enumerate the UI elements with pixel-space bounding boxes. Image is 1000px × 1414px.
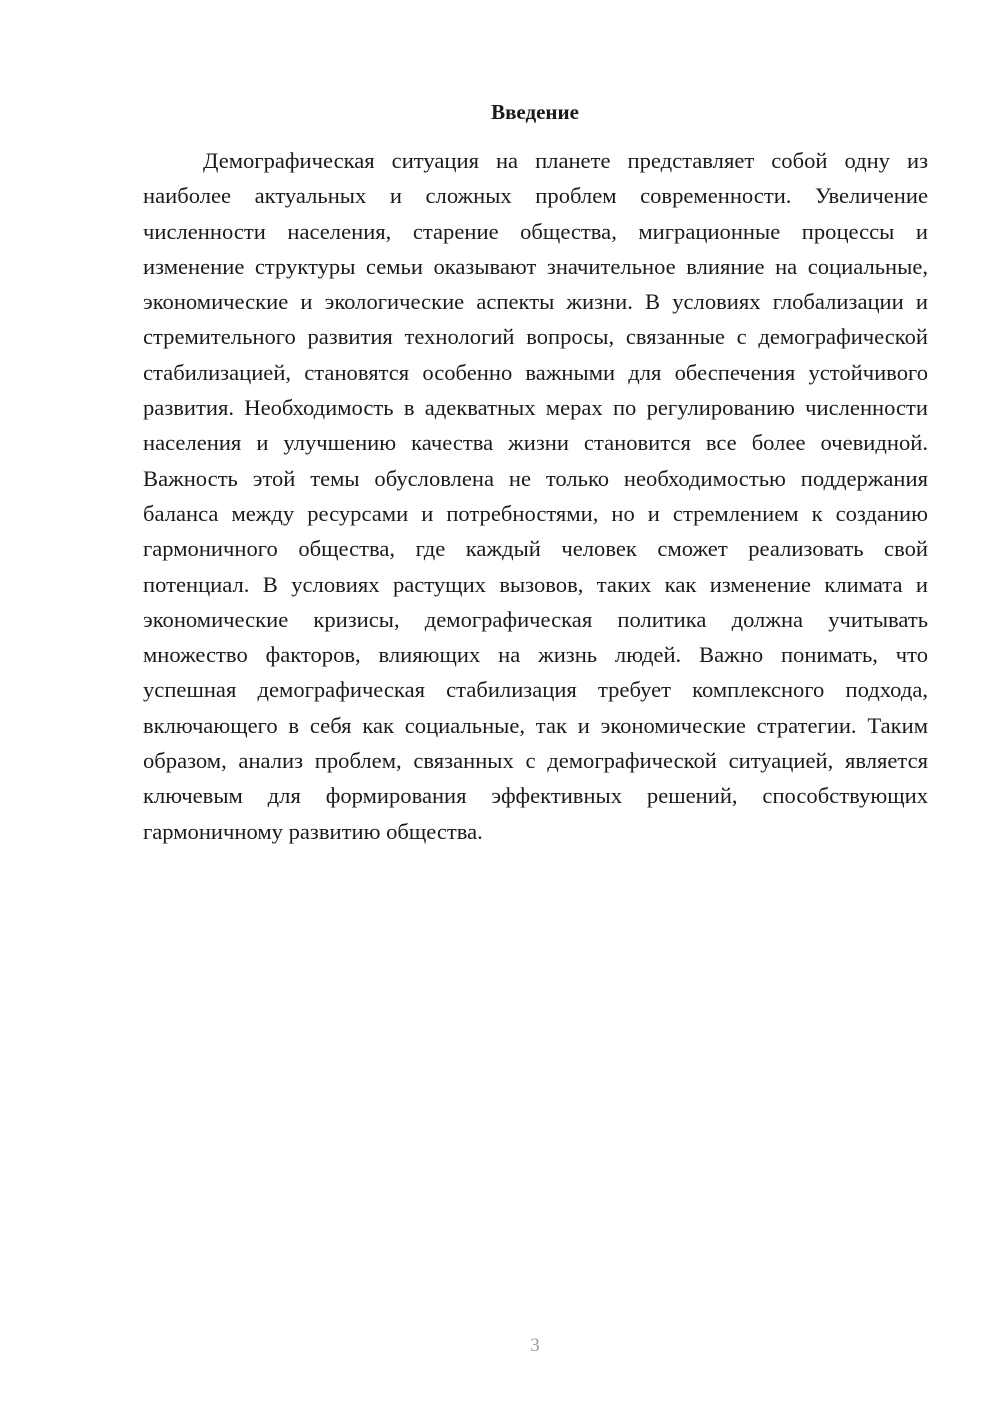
body-paragraph: Демографическая ситуация на планете представляет собой одну из наиболее актуальных и сложных проблем современности. Увеличение численности населения, старение общества, миграционные процессы и изменение структуры семьи оказывают значительное влияние на социальные, экономические и экологические аспекты жизни. В условиях глобализации и стремительного развития технологий вопросы, связанные с демографической стабилизацией, становятся особенно важными для обеспечения устойчивого развития. Необходимость в адекватных мерах по регулированию численности населения и улучшению качества жизни становится все более очевидной. Важность этой темы обусловлена не только необходимостью поддержания баланса между ресурсами и потребностями, но и стремлением к созданию гармоничного общества, где каждый человек сможет реализовать свой потенциал. В условиях растущих вызовов, таких как изменение климата и экономические кризисы, демографическая политика должна учитывать множество факторов, влияющих на жизнь людей. Важно понимать, что успешная демографическая стабилизация требует комплексного подхода, включающего в себя как социальные, так и экономические стратегии. Таким образом, анализ проблем, связанных с демографической ситуацией, является ключевым для формирования эффективных решений, способствующих гармоничному развитию общества. bbox=[143, 148, 928, 844]
section-heading: Введение bbox=[491, 100, 579, 124]
page-number: 3 bbox=[530, 1335, 540, 1356]
